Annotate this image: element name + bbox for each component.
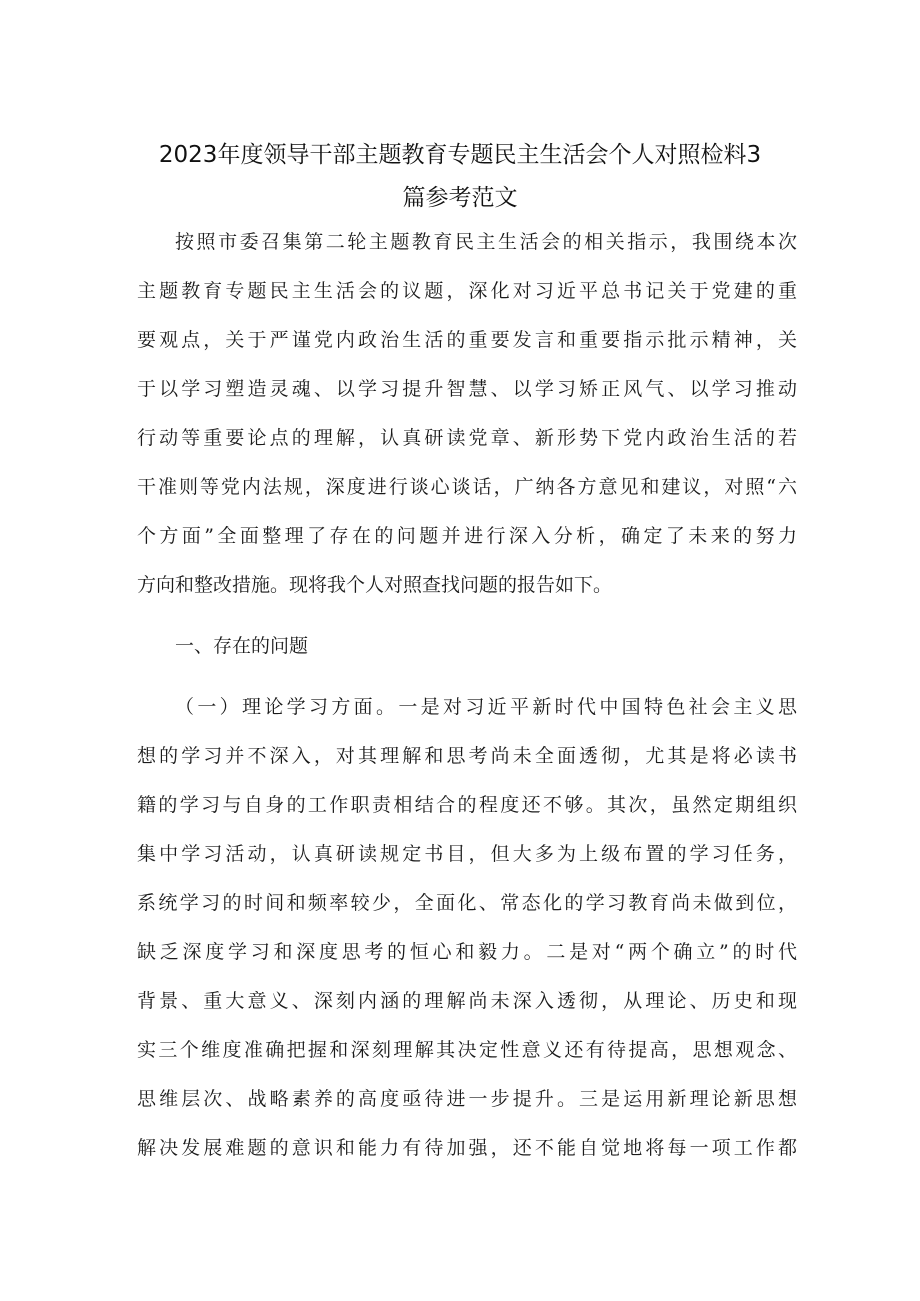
body-paragraph-line: 实三个维度准确把握和深刻理解其决定性意义还有待提高，思想观念、 [137, 1039, 797, 1061]
intro-paragraph-line: 于以学习塑造灵魂、以学习提升智慧、以学习矫正风气、以学习推动 [137, 378, 797, 400]
body-paragraph-line: （一）理论学习方面。一是对习近平新时代中国特色社会主义思 [175, 696, 797, 718]
document-title-line-2: 篇参考范文 [402, 185, 518, 211]
intro-paragraph-line: 方向和整改措施。现将我个人对照查找问题的报告如下。 [137, 574, 613, 596]
body-paragraph-line: 籍的学习与自身的工作职责相结合的程度还不够。其次，虽然定期组织 [137, 794, 797, 816]
body-paragraph-line: 集中学习活动，认真研读规定书目，但大多为上级布置的学习任务， [137, 843, 797, 865]
intro-paragraph-line: 个方面”全面整理了存在的问题并进行深入分析，确定了未来的努力 [137, 525, 797, 547]
body-paragraph-line: 背景、重大意义、深刻内涵的理解尚未深入透彻，从理论、历史和现 [137, 990, 797, 1012]
section-heading: 一、存在的问题 [175, 635, 309, 657]
body-paragraph-line: 想的学习并不深入，对其理解和思考尚未全面透彻，尤其是将必读书 [137, 745, 797, 767]
intro-paragraph-line: 要观点，关于严谨党内政治生活的重要发言和重要指示批示精神，关 [137, 329, 797, 351]
body-paragraph-line: 解决发展难题的意识和能力有待加强，还不能自觉地将每一项工作都 [137, 1137, 797, 1159]
intro-paragraph-line: 干准则等党内法规，深度进行谈心谈话，广纳各方意见和建议，对照“六 [137, 476, 797, 498]
body-paragraph-line: 缺乏深度学习和深度思考的恒心和毅力。二是对“两个确立”的时代 [137, 941, 797, 963]
document-title-line-1: 2023年度领导干部主题教育专题民主生活会个人对照检料3 [158, 142, 762, 168]
intro-paragraph-line: 按照市委召集第二轮主题教育民主生活会的相关指示，我围绕本次 [175, 231, 797, 253]
body-paragraph-line: 系统学习的时间和频率较少，全面化、常态化的学习教育尚未做到位， [137, 892, 797, 914]
intro-paragraph-line: 主题教育专题民主生活会的议题，深化对习近平总书记关于党建的重 [137, 280, 797, 302]
body-paragraph-line: 思维层次、战略素养的高度亟待进一步提升。三是运用新理论新思想 [137, 1088, 797, 1110]
intro-paragraph-line: 行动等重要论点的理解，认真研读党章、新形势下党内政治生活的若 [137, 427, 797, 449]
